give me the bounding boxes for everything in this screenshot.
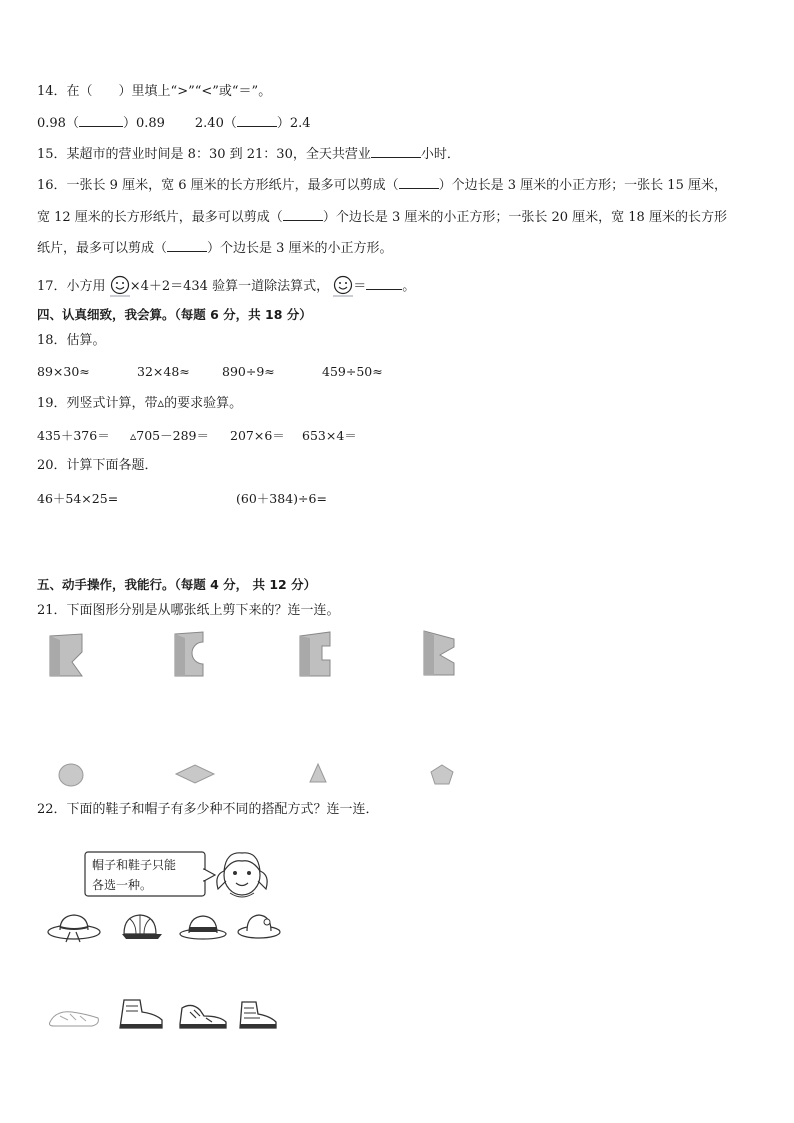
q20-title: 20．计算下面各题．: [37, 458, 158, 473]
fedora-hat-icon: [178, 912, 228, 942]
folded-paper-shape: [298, 630, 334, 678]
q16-blank1[interactable]: [399, 176, 439, 189]
q17-d: 。: [402, 279, 416, 294]
q17-line: [37, 275, 415, 296]
q16-l3b: ）个边长是 3 厘米的小正方形。: [207, 241, 393, 256]
q19-item: ▵705－289＝: [130, 428, 209, 443]
q18-item: 459÷50≈: [322, 364, 383, 379]
q15-text: 15．某超市的营业时间是 8：30 到 21：30，全天共营业: [37, 147, 371, 162]
q14-line1: 14．在（ ）里填上“>”“<”或“＝”。: [37, 84, 272, 99]
sneaker-shoe-icon: [176, 998, 230, 1032]
q14-b-left: 2.40（: [194, 116, 237, 131]
q20-item: 46＋54×25=: [37, 491, 119, 506]
q17-c: ＝: [353, 279, 367, 294]
q18-item: 890÷9≈: [222, 364, 275, 379]
q16-l2b: ）个边长是 3 厘米的小正方形；一张长 20 厘米，宽 18 厘米的长方形: [322, 210, 727, 225]
q14-line2: [37, 114, 311, 133]
q16-l1b: ）个边长是 3 厘米的小正方形；一张长 15 厘米，: [438, 178, 727, 193]
circle-shape: [58, 763, 86, 789]
q14-a-left: 0.98（: [37, 116, 79, 131]
q19-item: 207×6＝: [230, 428, 285, 443]
q19-item: 653×4＝: [302, 428, 357, 443]
q21-title: 21．下面图形分别是从哪张纸上剪下来的？连一连。: [37, 603, 340, 618]
q19-title: 19．列竖式计算，带▵的要求验算。: [37, 396, 243, 411]
folded-paper-shape: [173, 630, 211, 678]
wide-brim-hat-icon: [46, 910, 102, 944]
triangle-shape: [309, 763, 329, 785]
q16-blank3[interactable]: [167, 239, 207, 252]
q15-unit: 小时．: [420, 147, 460, 162]
q14-a-right: ）0.89: [122, 116, 165, 131]
q16-line3: [37, 239, 393, 258]
baseball-cap-icon: [118, 910, 164, 942]
boot-shoe-icon: [116, 996, 166, 1032]
q16-line2: [37, 208, 727, 227]
section5-heading: 五、动手操作，我能行。（每题 4 分， 共 12 分）: [37, 577, 317, 592]
q14-b-right: ）2.4: [276, 116, 311, 131]
bubble-text-line2: 各选一种。: [92, 878, 153, 892]
rhombus-shape: [175, 764, 217, 786]
q22-title: 22．下面的鞋子和帽子有多少种不同的搭配方式？连一连．: [37, 802, 379, 817]
q17-b: ×4＋2＝434 验算一道除法算式，: [129, 279, 330, 294]
slipper-shoe-icon: [46, 1004, 102, 1030]
q20-item: (60＋384)÷6=: [236, 491, 327, 506]
folded-paper-shape: [48, 632, 84, 678]
q17-blank[interactable]: [366, 277, 402, 290]
q17-a: 17．小方用: [37, 279, 106, 294]
q15-line: [37, 145, 460, 164]
q16-line1: [37, 176, 727, 195]
q16-blank2[interactable]: [283, 208, 323, 221]
q16-l1a: 16．一张长 9 厘米，宽 6 厘米的长方形纸片，最多可以剪成（: [37, 178, 399, 193]
high-top-sneaker-icon: [236, 998, 280, 1032]
q18-item: 89×30≈: [37, 364, 90, 379]
q14-a-blank[interactable]: [79, 114, 123, 127]
bubble-text-line1: 帽子和鞋子只能: [92, 858, 177, 872]
smiley-icon: [110, 275, 130, 295]
sun-hat-icon: [236, 910, 282, 942]
pentagon-shape: [430, 764, 454, 786]
q18-title: 18．估算。: [37, 333, 106, 348]
q15-blank[interactable]: [371, 145, 421, 158]
girl-icon: [212, 845, 272, 905]
q18-item: 32×48≈: [137, 364, 190, 379]
q16-l3a: 纸片，最多可以剪成（: [37, 241, 168, 256]
q19-item: 435＋376＝: [37, 428, 110, 443]
q16-l2a: 宽 12 厘米的长方形纸片，最多可以剪成（: [37, 210, 283, 225]
section4-heading: 四、认真细致，我会算。（每题 6 分，共 18 分）: [37, 307, 312, 322]
smiley-icon: [333, 275, 353, 295]
folded-paper-shape: [422, 629, 458, 677]
q14-b-blank[interactable]: [237, 114, 277, 127]
